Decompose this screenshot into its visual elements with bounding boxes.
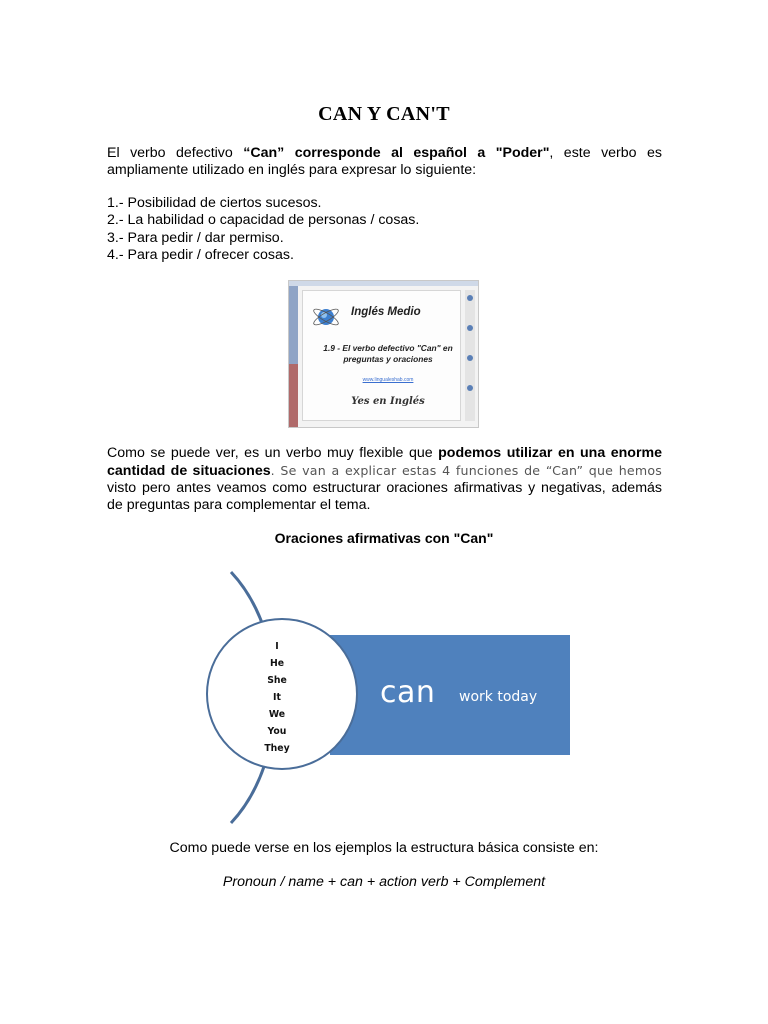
video-thumbnail: [288, 280, 479, 428]
para2-text-d: visto pero antes veamos como estructurar oraciones afirmativas y negativas, además de preguntas para complementar el tema.: [107, 480, 662, 513]
globe-icon: [311, 302, 341, 332]
pronoun-item: It: [273, 692, 281, 703]
thumbnail-url: www.lingualeshab.com: [362, 377, 414, 383]
share-icon: [467, 295, 473, 301]
uses-list: [107, 195, 419, 264]
para2-text-a: Como se puede ver, es un verbo muy flexible que: [107, 445, 439, 461]
list-item: 4.- Para pedir / ofrecer cosas.: [107, 246, 294, 263]
thumbnail-heading: Inglés Medio: [351, 306, 421, 318]
action-phrase: work today: [459, 689, 538, 705]
thumbnail-brand: Yes en Inglés: [351, 396, 425, 407]
list-item: 3.- Para pedir / dar permiso.: [107, 229, 284, 246]
share-icon: [467, 325, 473, 331]
thumbnail-subtitle: [303, 343, 473, 364]
pronoun-item: She: [267, 675, 287, 686]
pronoun-item: He: [269, 658, 285, 669]
pronoun-item: They: [264, 743, 290, 754]
flexibility-paragraph: [107, 445, 662, 514]
intro-text-a: El verbo defectivo: [107, 145, 244, 161]
intro-text-bold: “Can” corresponde al español a "Poder": [243, 145, 550, 161]
pronoun-item: You: [267, 726, 287, 737]
thumbnail-left-strip: [289, 286, 298, 364]
list-item: 2.- La habilidad o capacidad de personas / cosas.: [107, 212, 420, 229]
page-title: CAN Y CAN'T: [318, 103, 450, 125]
thumbnail-subtitle-line: 1.9 - El verbo defectivo "Can" en: [323, 343, 453, 353]
pronoun-item: I: [275, 641, 279, 652]
thumbnail-topbar: [289, 281, 478, 286]
share-icon: [467, 385, 473, 391]
para2-text-light: . Se van a explicar estas 4 funciones de “Can” que hemos: [270, 463, 662, 478]
thumbnail-subtitle-line: preguntas y oraciones: [343, 353, 433, 364]
intro-text-c: , este verbo es ampliamente utilizado en inglés para expresar lo siguiente:: [107, 145, 663, 178]
section-heading: Oraciones afirmativas con "Can": [274, 530, 494, 546]
list-item: 1.- Posibilidad de ciertos sucesos.: [107, 195, 322, 211]
intro-paragraph: [107, 145, 662, 179]
structure-formula: Pronoun / name + can + action verb + Complement: [222, 874, 546, 890]
structure-caption: Como puede verse en los ejemplos la estructura básica consiste en:: [169, 840, 599, 856]
modal-verb: can: [380, 675, 436, 710]
pronoun-item: We: [268, 709, 286, 720]
thumbnail-left-strip-lower: [289, 364, 298, 428]
pronoun-list: [206, 638, 348, 757]
para2-text-bold: podemos utilizar en una enorme cantidad de situaciones: [107, 445, 662, 479]
